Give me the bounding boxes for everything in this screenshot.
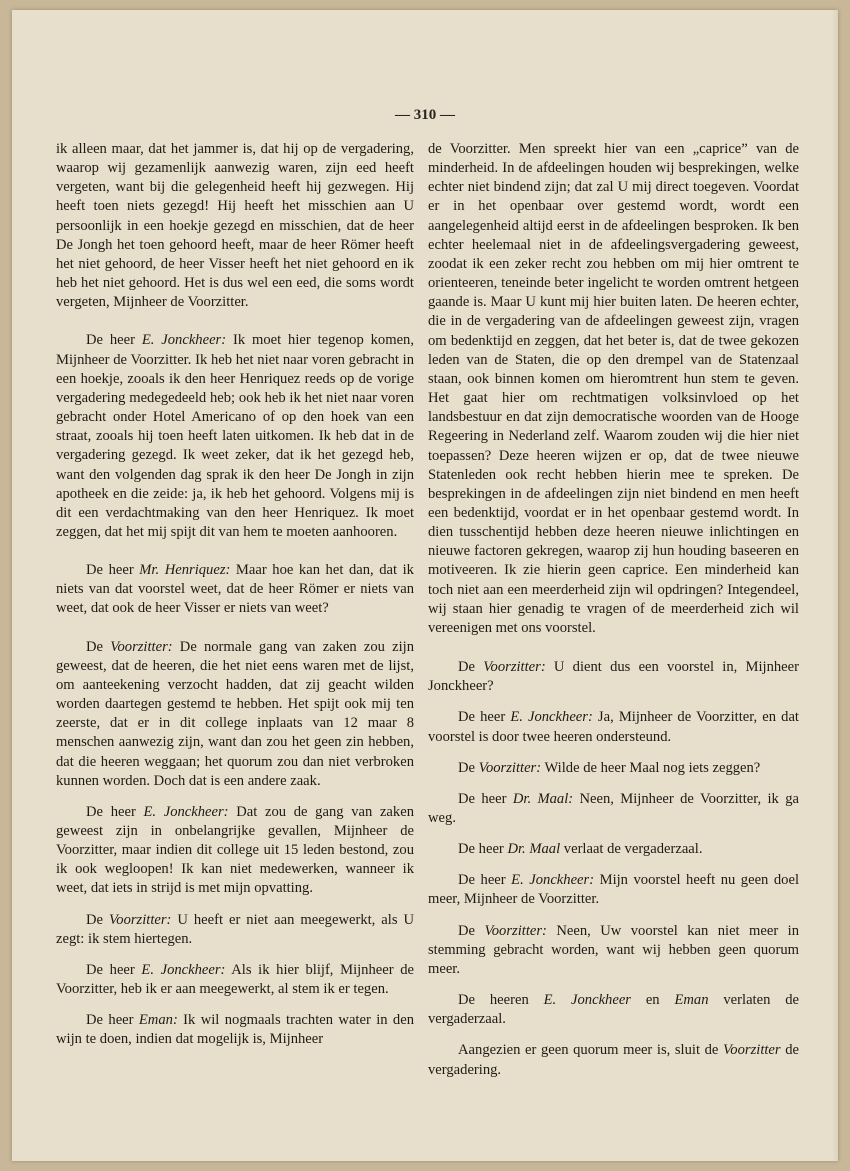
page-edge-shade [832, 10, 838, 1161]
paragraph-prefix: De heer [458, 709, 511, 726]
left-column [56, 140, 414, 1062]
speaker-name: E. Jonckheer: [141, 961, 226, 978]
paragraph [428, 790, 799, 828]
paragraph-text: Neen, Mijnheer de Voorzitter, ik ga weg. [428, 790, 799, 826]
paragraph [56, 638, 414, 791]
paragraph-prefix: De heer [458, 841, 508, 858]
paragraph-prefix: De heeren [458, 992, 544, 1009]
paragraph-text: Dat zou de gang van zaken geweest zijn in onbelangrijke gevallen, Mijnheer de Voorzitter, maar indien dit college uit 15 leden bestond, zou ik ook wegloopen! Ik kan niet medewerken, wanneer ik weet, dat iets in strijd is met mijn opvatting. [56, 803, 414, 897]
paragraph-prefix: De [458, 659, 484, 676]
paragraph-text: Neen, Uw voorstel kan niet meer in stemming gebracht worden, want wij hebben geen quorum meer. [428, 922, 800, 977]
page-number: — 310 — [395, 107, 455, 123]
speaker-name: Dr. Maal [507, 841, 561, 858]
paragraph [428, 871, 799, 909]
paragraph-text: Maar hoe kan het dan, dat ik niets van dat voorstel weet, dat de heer Römer er niets van weet, dat ook de heer Visser er niets van weet? [56, 562, 414, 617]
paragraph-text: Ik wil nogmaals trachten water in den wijn te doen, indien dat mogelijk is, Mijnheer [56, 1012, 414, 1048]
speaker-name: E. Jonckheer: [143, 803, 229, 820]
speaker-name: E. Jonckheer: [510, 709, 593, 726]
speaker-name: E. Jonckheer: [141, 332, 227, 349]
paragraph [428, 991, 799, 1029]
paragraph-prefix: De heer [458, 790, 513, 807]
speaker-name: Voorzitter [723, 1042, 781, 1059]
speaker-name: Voorzitter: [108, 911, 172, 928]
paragraph [428, 922, 799, 979]
paragraph [428, 658, 799, 696]
right-column [428, 140, 799, 1092]
speaker-name: Voorzitter: [484, 922, 547, 939]
speaker-name: Voorzitter: [110, 638, 173, 655]
paragraph [56, 1011, 414, 1049]
speaker-name: E. Jonckheer: [511, 872, 595, 889]
paragraph [56, 331, 414, 542]
speaker-name: E. Jonckheer [543, 992, 631, 1009]
paragraph [56, 140, 414, 312]
paragraph [428, 840, 799, 859]
paragraph-mid: en [630, 992, 675, 1009]
speaker-name: Mr. Henriquez: [139, 562, 231, 579]
paragraph-text: Ik moet hier tegenop komen, Mijnheer de Voorzitter. Ik heb het niet naar voren gebracht in een hoekje, zooals ik den heer Henriquez reeds op de vorige vergadering medegedeeld heb; ook heb ik het niet naar voren gebracht onder Hotel Americano of op den hoek van een straat, zooals hij toen heeft laten uitkomen. Ik heb dat in de vergadering gezegd. Ik weet zeker, dat ik het gezegd heb, want den volgenden dag sprak ik den heer De Jongh in zijn apotheek en die zeide: ja, ik heb het gehoord. Volgens mij is dit een verdachtmaking van den heer Henriquez. Ik moet zeggen, dat het mij spijt dit van hem te moeten aanhooren. [56, 332, 414, 540]
paragraph-text: de vergadering. [428, 1042, 799, 1078]
paragraph-prefix: De heer [86, 961, 142, 978]
paragraph [56, 561, 414, 618]
paragraph-text: Als ik hier blijf, Mijnheer de Voorzitter, heb ik er aan meegewerkt, al stem ik er tegen. [56, 961, 414, 998]
document-page [12, 10, 838, 1161]
paragraph-prefix: Aangezien er geen quorum meer is, sluit de [458, 1042, 724, 1059]
speaker-name: Voorzitter: [483, 659, 546, 676]
paragraph [428, 1041, 799, 1079]
paragraph [56, 911, 414, 949]
paragraph-prefix: De [458, 759, 479, 776]
paragraph-prefix: De [458, 922, 485, 939]
paragraph-text: verlaat de vergaderzaal. [560, 841, 703, 858]
paragraph-text: Wilde de heer Maal nog iets zeggen? [541, 759, 761, 776]
paragraph [56, 961, 414, 999]
paragraph [428, 708, 799, 746]
paragraph-text: ik alleen maar, dat het jammer is, dat hij op de vergadering, waarop wij gezamenlijk aanwezig waren, zijn eed heeft vergeten, want bij die gelegenheid heeft hij gezwegen. Hij heeft toen niets gezegd! Hij heeft het misschien aan U persoonlijk in een hoekje gezegd en misschien, dat de heer De Jongh het toen gehoord heeft, maar de heer Römer heeft het niet gehoord, de heer Visser heeft het niet gehoord en ik heb het niet gehoord. Het is dus wel een eed, die soms wordt vergeten, Mijnheer de Voorzitter. [56, 141, 414, 311]
speaker-name: Eman: [138, 1012, 178, 1029]
paragraph-text: de Voorzitter. Men spreekt hier van een „caprice” van de minderheid. In de afdeelingen houden wij besprekingen, welke echter niet bindend zijn; dat zal U mij direct toegeven. Voordat er in het openbaar over gestemd wordt, wordt een aangelegenheid altijd eerst in de afdeelingen besproken. Ik ben echter heelemaal niet in de afdeelingsvergadering geweest, zoodat ik een zeker recht zou hebben om mij hier omtrent te orienteeren, teneinde beter ingelicht te worden omtrent hetgeen gaande is. Maar U kunt mij hier buiten laten. De heeren echter, die in de vergadering van de afdeelingen geweest zijn, vragen om bedenktijd en zeggen, dat het beter is, dat de twee gekozen leden van de Staten, die op den drempel van de Statenzaal staan, ook binnen komen om hieromtrent hun stem te geven. Het gaat hier om rechtmatigen volksinvloed op het landsbestuur en dat zijn democratische woorden van de Hooge Regeering in Nederland zelf. Waarom zouden wij die hier niet toepassen? Deze heeren wijzen er op, dat de twee nieuwe Statenleden ook recht hebben hierin mee te spreken. De besprekingen in de afdeelingen zijn niet bindend en men heeft een bedenktijd, voordat er in het openbaar gestemd wordt. In dien tusschentijd hebben deze heeren nieuwe inlichtingen en nieuwe factoren gekregen, waarop zij hun houding baseeren en motiveeren. Ik zie hierin geen caprice. Een minderheid kan toch niet aan een meerderheid zijn wil opdringen? Integendeel, wij staan hier genadig te vragen of de meerderheid zich wil vereenigen met ons voorstel. [428, 141, 799, 636]
paragraph-prefix: De heer [86, 562, 140, 579]
paragraph-text: U heeft er niet aan meegewerkt, als U zegt: ik stem hiertegen. [56, 911, 414, 947]
paragraph-prefix: De heer [86, 803, 144, 820]
paragraph-text: U dient dus een voorstel in, Mijnheer Jonckheer? [428, 659, 800, 695]
paragraph [428, 759, 799, 778]
paragraph-text: verlaten de vergaderzaal. [428, 992, 799, 1028]
speaker-name: Dr. Maal: [512, 790, 574, 807]
paragraph [428, 140, 799, 638]
paragraph-prefix: De heer [86, 1012, 139, 1029]
speaker-name: Eman [674, 992, 709, 1009]
paragraph-text: De normale gang van zaken zou zijn geweest, dat de heeren, die het niet eens waren met de lijst, om aanteekening verzocht hadden, dat zij geacht wilden worden daartegen gestemd te hebben. Het spijt ook mij ten zeerste, dat er in dit college inplaats van 12 maar 8 menschen aanwezig zijn, want dan zou het geen zin hebben, dat die heeren weggaan; het quorum zou dan niet verbroken kunnen worden. Doch dat is een andere zaak. [56, 638, 414, 789]
paragraph-text: Mijn voorstel heeft nu geen doel meer, Mijnheer de Voorzitter. [428, 872, 799, 908]
paragraph-prefix: De heer [86, 332, 142, 349]
speaker-name: Voorzitter: [478, 759, 542, 776]
paragraph [56, 803, 414, 899]
paragraph-prefix: De [86, 911, 109, 928]
paragraph-text: Ja, Mijnheer de Voorzitter, en dat voorstel is door twee heeren ondersteund. [428, 709, 799, 745]
paragraph-prefix: De [86, 638, 111, 655]
paragraph-prefix: De heer [458, 872, 512, 889]
